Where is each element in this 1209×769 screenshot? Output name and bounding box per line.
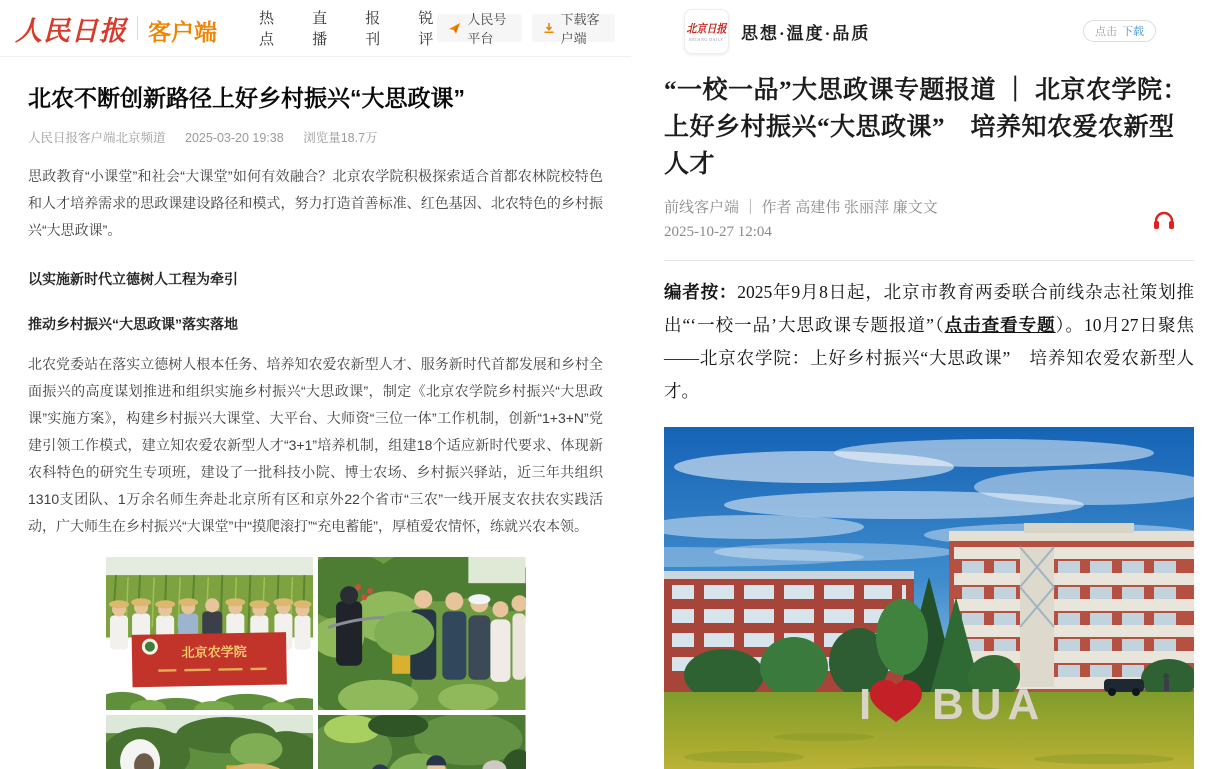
peoples-account-platform-button[interactable] bbox=[437, 12, 521, 46]
article-subheading-1: 以实施新时代立德树人工程为牵引 bbox=[28, 271, 238, 287]
pill-prefix: 点击 bbox=[1095, 26, 1117, 38]
campus-sign-letters-bua: BUA bbox=[932, 680, 1046, 729]
peoples-daily-logo-text: 人民日报 bbox=[15, 15, 127, 46]
photo-cornfield-banner bbox=[106, 557, 314, 710]
peoples-daily-header bbox=[0, 0, 631, 57]
nav-item-hotspot[interactable]: 热点 bbox=[259, 10, 275, 48]
editor-note-paragraph bbox=[664, 276, 1194, 408]
beijing-daily-logo-subtext: BEIJING DAILY bbox=[689, 37, 724, 42]
article-datetime: 2025-10-27 12:04 bbox=[664, 224, 772, 240]
peoples-daily-logo[interactable] bbox=[15, 9, 217, 48]
editor-note-text-1: 2025年9月8日起，北京市教育两委联合前线杂志社策划推出“‘一校一品’大思政课专题报道”（ bbox=[664, 282, 1195, 335]
article-byline: 前线客户端 ｜ 作者 高建伟 张丽萍 廉文文 bbox=[664, 200, 938, 216]
paper-plane-icon bbox=[448, 22, 461, 35]
nav-item-live[interactable]: 直播 bbox=[312, 10, 328, 48]
brand-tagline: 思想·温度·品质 bbox=[741, 23, 871, 43]
logo-divider bbox=[137, 16, 138, 40]
article-intro-paragraph: 思政教育“小课堂”和社会“大课堂”如何有效融合？北京农学院积极探索适合首都农林院校特色和人才培养需求的思政课建设路径和模式，努力打造首善标准、红色基因、北农特色的乡村振兴“大思政课”。 bbox=[28, 168, 603, 238]
article-meta bbox=[28, 128, 603, 146]
article-views: 浏览量18.7万 bbox=[303, 131, 378, 145]
meta-divider bbox=[664, 260, 1194, 261]
article-body-paragraph: 北农党委站在落实立德树人根本任务、培养知农爱农新型人才、服务新时代首都发展和乡村全面振兴的高度谋划推进和组织实施乡村振兴“大思政课”，制定《北京农学院乡村振兴“大思政课”实施方案》，构建乡村振兴大课堂、大平台、大师资“三位一体”工作机制，创新“1+3+N”党建引领工作模式，建立知农爱农新型人才“3+1”培养机制，组建18个适应新时代要求、体现新农科特色的研究生专项班，建设了一批科技小院、博士农场、乡村振兴驿站，近三年共组织1310支团队、1万余名师生奔赴北京所有区和京外22个省市“三农”一线开展支农扶农实践活动，广大师生在乡村振兴“大课堂”中“摸爬滚打”“充电蓄能”，厚植爱农情怀，练就兴农本领。 bbox=[28, 356, 603, 534]
campus-photo bbox=[664, 427, 1194, 769]
banner-text: 北京农学院 bbox=[180, 643, 247, 661]
client-label: 客户端 bbox=[148, 18, 217, 45]
top-nav bbox=[259, 7, 437, 49]
article-title: “一校一品”大思政课专题报道 ｜ 北京农学院：上好乡村振兴“大思政课” 培养知农爱农新型人才 bbox=[664, 77, 1189, 178]
campus-sign-letter-i: I bbox=[859, 680, 872, 729]
beijing-daily-panel bbox=[664, 0, 1194, 769]
article-photo-collage bbox=[106, 557, 526, 769]
header-actions bbox=[437, 12, 615, 46]
editor-note-label: 编者按： bbox=[664, 282, 738, 302]
beijing-daily-logo-text: 北京日报 bbox=[686, 23, 727, 37]
headphone-icon[interactable] bbox=[1152, 210, 1176, 237]
beijing-daily-logo[interactable] bbox=[684, 9, 729, 54]
nav-item-press[interactable]: 报刊 bbox=[365, 10, 381, 48]
article-meta bbox=[664, 196, 1194, 244]
download-icon bbox=[543, 22, 555, 34]
download-pill-button[interactable] bbox=[1083, 20, 1156, 42]
photo-beekeepers bbox=[106, 715, 314, 769]
pill-action: 下载 bbox=[1122, 26, 1144, 38]
article-title: 北农不断创新路径上好乡村振兴“大思政课” bbox=[28, 85, 465, 111]
peoples-daily-article bbox=[0, 57, 631, 769]
editor-note-text-2: ）。10月27日聚焦——北京农学院：上好乡村振兴“大思政课” 培养知农爱农新型人才。 bbox=[664, 315, 1194, 401]
beijing-daily-article bbox=[664, 72, 1194, 769]
beijing-daily-header bbox=[664, 0, 1194, 54]
article-subheading-2: 推动乡村振兴“大思政课”落实落地 bbox=[28, 316, 238, 332]
photo-foliage-group bbox=[318, 715, 526, 769]
article-time: 2025-03-20 19:38 bbox=[185, 131, 284, 145]
download-button-label: 下载客户端 bbox=[560, 12, 600, 46]
photo-orchard-visit bbox=[318, 557, 526, 710]
view-topic-link[interactable]: 点击查看专题 bbox=[944, 315, 1056, 335]
download-client-button[interactable] bbox=[532, 12, 615, 46]
platform-button-label: 人民号平台 bbox=[467, 12, 507, 46]
nav-item-commentary[interactable]: 锐评 bbox=[418, 10, 434, 48]
article-source: 人民日报客户端北京频道 bbox=[28, 131, 166, 145]
